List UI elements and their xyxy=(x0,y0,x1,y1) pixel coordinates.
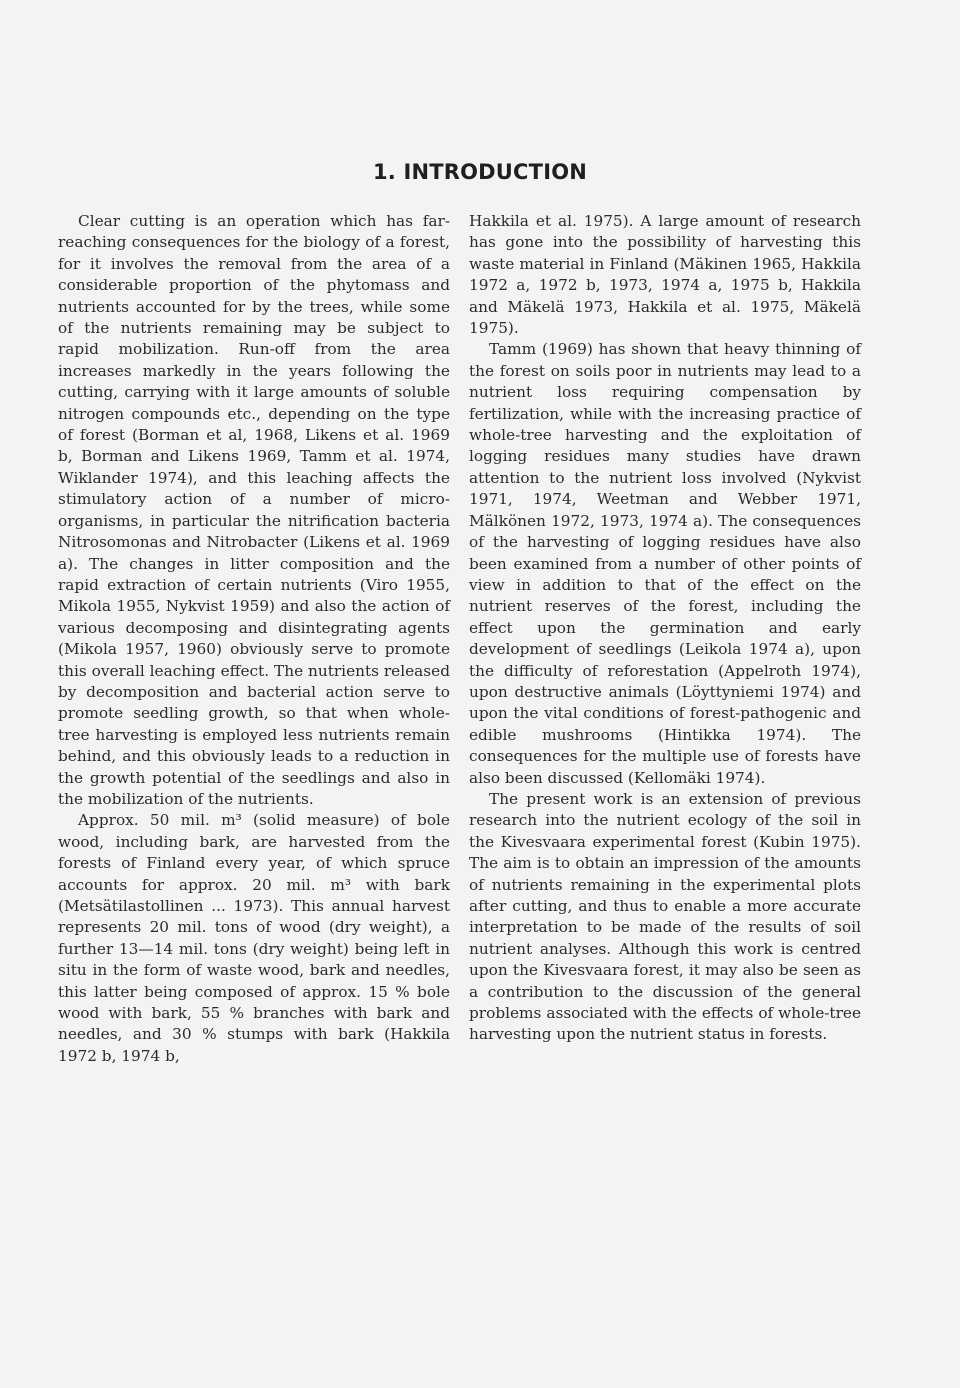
right-column xyxy=(469,211,861,1046)
left-column xyxy=(58,211,450,1067)
paragraph: Approx. 50 mil. m³ (solid measure) of bole wood, including bark, are harvested from the forests of Finland every year, of which spruce accounts for approx. 20 mil. m³ with bark (Metsätilastollinen ... 1973). This annual harvest represents 20 mil. tons of wood (dry weight), a further 13—14 mil. tons (dry weight) being left in situ in the form of waste wood, bark and needles, this latter being composed of approx. 15 % bole wood with bark, 55 % branches with bark and needles, and 30 % stumps with bark (Hakkila 1972 b, 1974 b, xyxy=(58,811,450,1065)
paragraph: The present work is an extension of previous research into the nutrient ecology of the soil in the Kivesvaara experimental forest (Kubin 1975). The aim is to obtain an impression of the amounts of nutrients remaining in the experimental plots after cutting, and thus to enable a more accurate interpretation to be made of the results of soil nutrient analyses. Although this work is centred upon the Kivesvaara forest, it may also be seen as a contribution to the discussion of the general problems associated with the effects of whole-tree harvesting upon the nutrient status in forests. xyxy=(469,789,861,1044)
section-title: 1. INTRODUCTION xyxy=(372,160,588,184)
paragraph: Tamm (1969) has shown that heavy thinning of the forest on soils poor in nutrients may lead to a nutrient loss requiring compensation by fertilization, while with the increasing practice of whole-tree harvesting and the exploitation of logging residues many studies have drawn attention to the nutrient loss involved (Nykvist 1971, 1974, Weetman and Webber 1971, Mälkönen 1972, 1973, 1974 a). The consequences of the harvesting of logging residues have also been examined from a number of other points of view in addition to that of the effect on the nutrient reserves of the forest, including the effect upon the germination and early development of seedlings (Leikola 1974 a), upon the difficulty of reforestation (Appelroth 1974), upon destructive animals (Löyttyniemi 1974) and upon the vital conditions of forest-pathogenic and edible mushrooms (Hintikka 1974). The consequences for the multiple use of forests have also been discussed (Kellomäki 1974). xyxy=(469,340,861,787)
paragraph: Hakkila et al. 1975). A large amount of research has gone into the possibility of harvesting this waste material in Finland (Mäkinen 1965, Hakkila 1972 a, 1972 b, 1973, 1974 a, 1975 b, Hakkila and Mäkelä 1973, Hakkila et al. 1975, Mäkelä 1975). xyxy=(469,212,861,338)
paragraph: Clear cutting is an operation which has far-reaching consequences for the biology of a forest, for it involves the removal from the area of a considerable proportion of the phytomass and nutrients accounted for by the trees, while some of the nutrients remaining may be subject to rapid mobilization. Run-off from the area increases markedly in the years following the cutting, carrying with it large amounts of soluble nitrogen compounds etc., depending on the type of forest (Borman et al, 1968, Likens et al. 1969 b, Borman and Likens 1969, Tamm et al. 1974, Wiklander 1974), and this leaching affects the stimulatory action of a number of micro-organisms, in particular the nitrification bacteria Nitrosomonas and Nitrobacter (Likens et al. 1969 a). The changes in litter composition and the rapid extraction of certain nutrients (Viro 1955, Mikola 1955, Nykvist 1959) and also the action of various decomposing and disintegrating agents (Mikola 1957, 1960) obviously serve to promote this overall leaching effect. The nutrients released by decomposition and bacterial action serve to promote seedling growth, so that when whole-tree harvesting is employed less nutrients remain behind, and this obviously leads to a reduction in the growth potential of the seedlings and also in the mobilization of the nutrients. xyxy=(58,212,450,808)
